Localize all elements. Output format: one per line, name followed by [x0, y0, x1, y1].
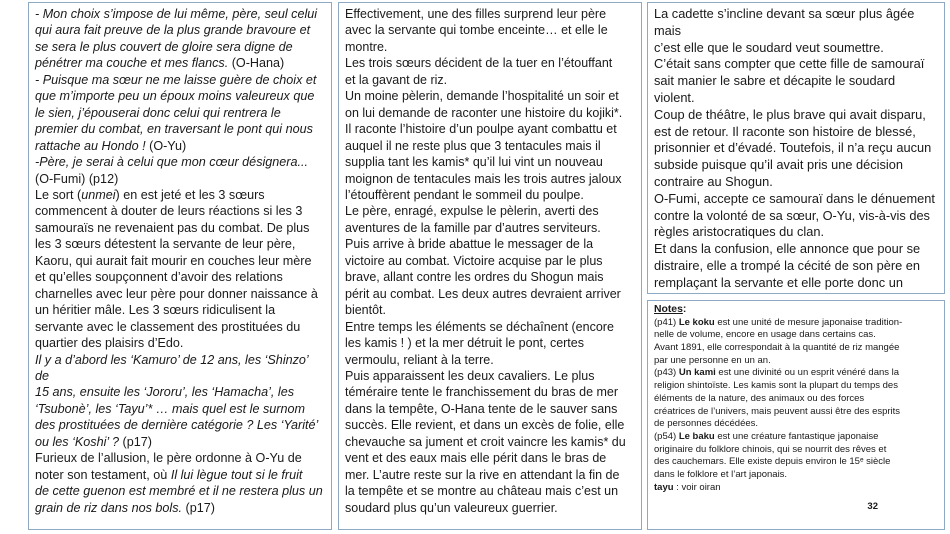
note-line: religion shintoïste. Les kamis sont la plupart du temps des [654, 380, 898, 392]
text-line: grain de riz dans nos bols. (p17) [35, 500, 215, 515]
text-line: O-Fumi, accepte ce samouraï dans le dénuement [654, 190, 935, 206]
text-line: aventures de la famille par d’autres serviteurs. [345, 220, 601, 235]
text-line: vermoulu, reliant à la terre. [345, 352, 494, 367]
note-line: nelle de volume, encore en usage dans certains cas. [654, 329, 876, 341]
note-line: des cauchemars. Elle existe depuis environ le 15ᵉ siècle [654, 456, 891, 468]
text-line: les kamis ! ) et la mer détruit le pont, certes [345, 336, 584, 351]
text-line: Effectivement, une des filles surprend leur père [345, 7, 607, 21]
text-line: soudard plus qu’un valeureux guerrier. [345, 500, 558, 515]
text-line: et qu’elles soupçonnent d’avoir des relations [35, 270, 283, 285]
text-line: montre. [345, 39, 388, 54]
text-column-2 [338, 2, 642, 530]
text-line: règles aristocratiques du clan. [654, 224, 825, 240]
note-line: Avant 1891, elle correspondait à la quantité de riz mangée [654, 342, 900, 353]
note-term: Le koku [678, 316, 715, 328]
text-line: sait manier le sabre et décapite le soudard violent. [654, 73, 896, 105]
note-line: de personnes décédées. [654, 418, 759, 430]
text-line: périt au combat. Les deux autres devraient arriver [345, 286, 621, 301]
text-line: contraire au Shogun. [654, 173, 773, 189]
notes-box [647, 300, 945, 530]
text-line: Le sort (unmei) en est jeté et les 3 sœurs [35, 187, 265, 202]
note-line: (p43) Un kami est une divinité ou un esprit vénéré dans la [654, 367, 900, 379]
text-line: commencent à douter de leurs réactions si les 3 [35, 204, 303, 219]
text-line: bientôt. [345, 303, 387, 318]
text-line: pénétrer ma couche et mes flancs. (O-Hana) [35, 56, 285, 71]
text-line: ‘Tsubonè’, les ‘Tayu’* … mais quel est le surnom [35, 401, 305, 416]
text-line: qui aura fait preuve de la plus grande bravoure et [35, 23, 311, 38]
text-line: victoire au combat. Victoire acquise par le plus [345, 253, 603, 268]
text-line: brave, allant contre les ordres du Shogun mais [345, 270, 604, 285]
text-line: moignon de tentacules mais les trois autres jaloux [345, 171, 622, 186]
text-line: Il raconte l’histoire d’un poulpe ayant combattu et [345, 122, 617, 137]
note-term: Un kami [678, 367, 716, 379]
text-line: auquel il ne reste plus que 3 tentacules mais il [345, 138, 601, 153]
text-line: - Mon choix s’impose de lui même, père, seul celui [35, 7, 318, 21]
text-line: contre la volonté de sa sœur, O-Yu, vis-à-vis des [654, 207, 930, 223]
text-line: noter son testament, où Il lui lègue tout si le fruit [35, 467, 303, 482]
text-column-3 [647, 2, 945, 294]
text-line: le sien, j’épouserai donc celui qui rentrera le [35, 105, 281, 120]
text-line: est de retour. Il raconte son histoire de blessé, [654, 123, 916, 139]
note-term: Le baku [678, 430, 715, 442]
text-line: succès. Elle revient, et dans un excès de folie, elle [345, 418, 625, 433]
text-line: -Père, je serai à celui que mon cœur désignera... [35, 155, 308, 170]
text-column-1 [28, 2, 332, 530]
text-line: que m’importe peu un époux moins valeureux que [35, 89, 315, 104]
note-line: (p54) Le baku est une créature fantastique japonaise [654, 430, 879, 442]
text-line: subside puisque qu’il avait pris une décision [654, 157, 903, 173]
text-line: Kaoru, qui aurait fait mourir en couches leur mère [35, 253, 312, 268]
text-line: quartier des plaisirs d’Edo. [35, 336, 184, 351]
text-line: et la gavant de riz. [345, 72, 448, 87]
notes-title: Notes: [654, 304, 687, 315]
text-line: la tempête et se montre au château mais c’est un [345, 484, 619, 499]
text-line: vent et des eaux mais elle périt dans le bras de [345, 451, 607, 466]
note-line: éléments de la nature, des animaux ou des forces [654, 392, 865, 404]
text-line: - Puisque ma sœur ne me laisse guère de choix et [35, 72, 317, 87]
text-line: prisonnier et d’évadé. Toutefois, il n’a reçu aucun [654, 140, 932, 156]
text-line: des prostituées de dernière catégorie ? Les ‘Yarité’ [35, 418, 319, 433]
text-line: samouraïs ne revenaient pas du combat. De plus [35, 220, 310, 235]
note-line: créatrices de l’univers, mais peuvent aussi être des esprits [654, 405, 901, 417]
text-line: l’étouffèrent pendant le sommeil du poulpe. [345, 187, 584, 202]
text-line: Puis apparaissent les deux cavaliers. Le plus [345, 368, 595, 383]
text-line: de cette guenon est membré et il ne restera plus un [35, 484, 323, 499]
text-line: 15 ans, ensuite les ‘Jororu’, les ‘Hamacha’, les [35, 385, 294, 400]
text-line: dans la tempête, O-Hana tente de le sauver sans [345, 401, 618, 416]
text-line: charnelles avec leur père pour donner naissance à [35, 286, 318, 301]
text-line: un héritier mâle. Les 3 sœurs ridiculisent la [35, 303, 276, 318]
text-line: Et dans la confusion, elle annonce que pour se [654, 241, 921, 257]
text-line: servante avec le classement des prostituées du [35, 319, 301, 334]
text-line: C’était sans compter que cette fille de samouraï [654, 56, 925, 72]
text-line: on lui demande de raconter une histoire du kojiki*. [345, 105, 623, 120]
text-line: avec la servante qui tombe enceinte… et elle le [345, 23, 608, 38]
text-line: Il y a d’abord les ‘Kamuro’ de 12 ans, les ‘Shinzo’ de [35, 352, 309, 383]
note-line: tayu : voir oiran [654, 481, 721, 493]
note-line: par une personne en un an. [654, 354, 771, 366]
note-line: (p41) Le koku est une unité de mesure japonaise tradition- [654, 316, 903, 328]
text-line: c’est elle que le soudard veut soumettre. [654, 39, 884, 55]
text-line: Furieux de l’allusion, le père ordonne à O-Yu de [35, 451, 302, 466]
text-line: supplia tant les kamis* qu’il lui vint un nouveau [345, 155, 603, 170]
note-term: tayu [654, 481, 674, 493]
text-line: (O-Fumi) (p12) [35, 171, 119, 186]
text-line: Puis arrive à bride abattue le messager de la [345, 237, 594, 252]
note-line: dans le folklore et l’art japonais. [654, 469, 788, 481]
text-line: Les trois sœurs décident de la tuer en l’étouffant [345, 56, 613, 71]
text-line: Un moine pèlerin, demande l’hospitalité un soir et [345, 89, 619, 104]
note-line: originaire du folklore chinois, qui se nourrit des rêves et [654, 443, 887, 455]
page-number: 32 [867, 501, 878, 512]
text-line: Coup de théâtre, le plus brave qui avait disparu, [654, 106, 926, 122]
text-line: les 3 sœurs détestent la servante de leur père, [35, 237, 296, 252]
text-line: rattache au Hondo ! (O-Yu) [35, 138, 187, 153]
text-line: mer. L’autre reste sur la rive en attendant la fin de [345, 467, 620, 482]
text-line: téméraire tente le franchissement du bras de mer [345, 385, 619, 400]
text-line: remplaçant la servante et elle porte donc un [654, 274, 903, 290]
text-line: Entre temps les éléments se déchaînent (encore [345, 319, 614, 334]
text-line [654, 292, 938, 294]
text-line: ou les ‘Koshi’ ? (p17) [35, 434, 152, 449]
text-line: La cadette s’incline devant sa sœur plus âgée mais [654, 6, 915, 38]
text-line: premier du combat, en traversant le pont qui nous [35, 122, 313, 137]
text-line: distraire, elle a trompé la cécité de son père en [654, 257, 921, 273]
text-line: chevauche sa jument et croit vaincre les kamis* du [345, 434, 626, 449]
text-line: Le père, enragé, expulse le pèlerin, averti des [345, 204, 599, 219]
text-line: se sera le plus couvert de gloire sera digne de [35, 39, 293, 54]
